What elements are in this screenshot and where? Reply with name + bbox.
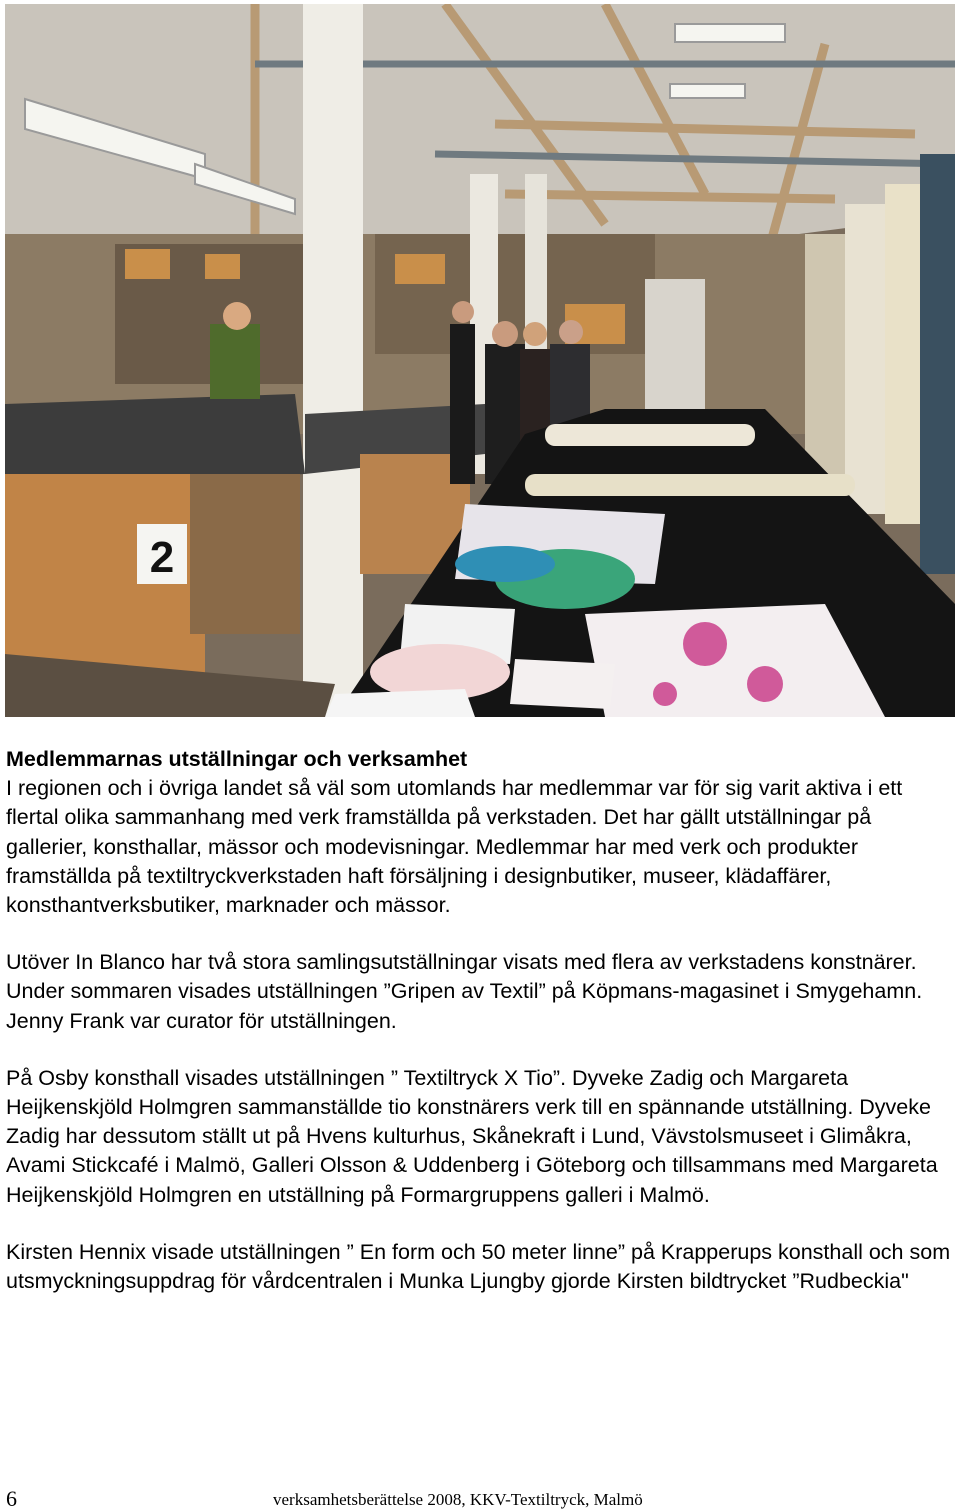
table-number-sign: 2 — [149, 533, 175, 582]
paragraph-member-activities: I regionen och i övriga landet så väl som utomlands har medlemmar var för sig varit aktiva i ett flertal olika sammanhang med verk framställda på verkstaden. Det har gällt utställningar på gallerier, konsthallar, mässor och modevisningar. Medlemmar har med verk och produkter framställda på textiltryckverkstaden haft försäljning i designbutiker, museer, klädaffärer, konsthantverksbutiker, marknader och mässor. — [6, 776, 903, 918]
paragraph-osby-konsthall: På Osby konsthall visades utställningen ” Textiltryck X Tio”. Dyveke Zadig och Margareta Heijkenskjöld Holmgren sammanställde tio konstnärers verk till en spännande utställning. Dyveke Zadig har dessutom ställt ut på Hvens kulturhus, Skånekraft i Lund, Vävstolsmuseet i Glimåkra, Avami Stickcafé i Malmö, Galleri Olsson & Uddenberg i Göteborg och tillsammans med Margareta Heijkenskjöld Holmgren en utställning på Formargruppens galleri i Malmö. — [6, 1065, 938, 1207]
article-body — [6, 745, 954, 1324]
paragraph-group-exhibitions: Utöver In Blanco har två stora samlingsutställningar visats med flera av verkstadens konstnärer. Under sommaren visades utställningen ”Gripen av Textil” på Köpmans-magasinet i Smygehamn. Jenny Frank var curator för utställningen. — [6, 950, 923, 1033]
running-footer: verksamhetsberättelse 2008, KKV-Textiltryck, Malmö — [273, 1490, 643, 1509]
section-heading: Medlemmarnas utställningar och verksamhet — [6, 747, 468, 771]
workshop-photo — [5, 4, 955, 717]
page-number: 6 — [6, 1486, 17, 1511]
paragraph-kirsten-hennix: Kirsten Hennix visade utställningen ” En form och 50 meter linne” på Krapperups konsthall och som utsmyckningsuppdrag för vårdcentralen i Munka Ljungby gjorde Kirsten bildtrycket ”Rudbeckia" — [6, 1239, 951, 1294]
workshop-photo-illustration — [5, 4, 955, 717]
